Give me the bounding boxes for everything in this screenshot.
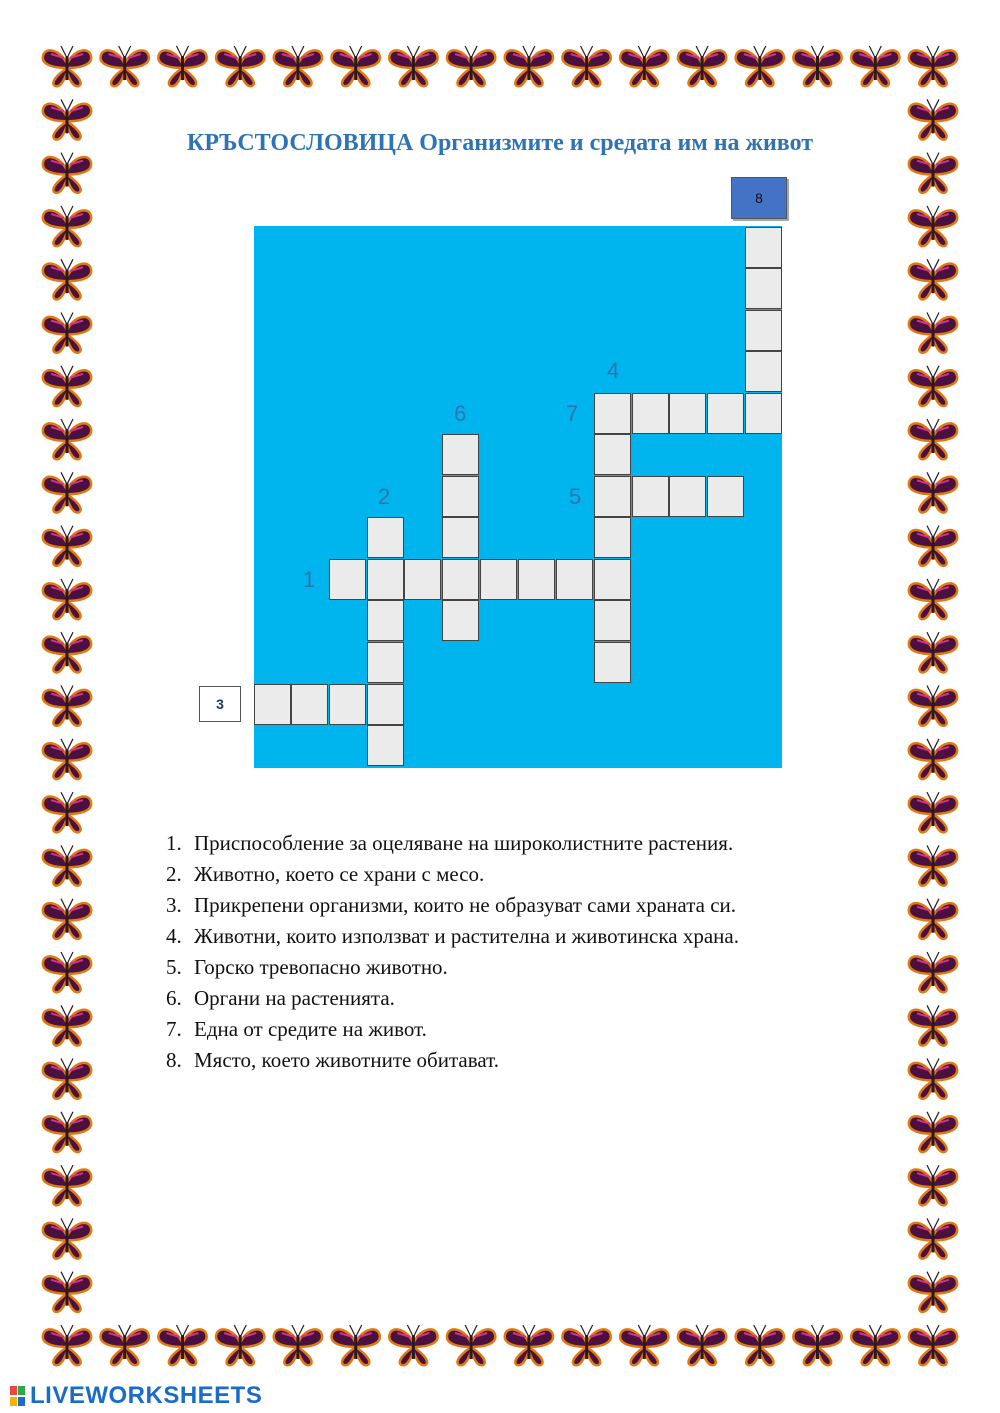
butterfly-icon (43, 686, 91, 726)
butterfly-icon (505, 1325, 553, 1365)
butterfly-icon (274, 1325, 322, 1365)
butterfly-icon (43, 46, 91, 86)
crossword-cell[interactable] (594, 434, 631, 475)
crossword-cell[interactable] (594, 559, 631, 600)
butterfly-icon (274, 46, 322, 86)
clue-number: 2. (166, 862, 182, 886)
butterfly-icon (909, 153, 957, 193)
butterfly-icon (43, 366, 91, 406)
butterfly-icon (620, 46, 668, 86)
butterfly-icon (43, 899, 91, 939)
clue-text: Приспособление за оцеляване на широколистните растения. (194, 831, 734, 855)
crossword-cell[interactable] (442, 517, 479, 558)
cell-input[interactable] (746, 228, 781, 267)
crossword-cell[interactable] (594, 517, 631, 558)
cell-input[interactable] (255, 685, 290, 724)
butterfly-icon (909, 206, 957, 246)
butterfly-icon (43, 579, 91, 619)
butterfly-icon (736, 1325, 784, 1365)
cell-input[interactable] (368, 560, 403, 599)
butterfly-icon (562, 1325, 610, 1365)
crossword-cell[interactable] (480, 559, 517, 600)
crossword-cell[interactable] (669, 476, 706, 517)
crossword-cell[interactable] (329, 684, 366, 725)
butterfly-icon (909, 1165, 957, 1205)
crossword-cell[interactable] (329, 559, 366, 600)
cell-input[interactable] (595, 643, 630, 682)
clue-number: 6. (166, 986, 182, 1010)
cell-input[interactable] (557, 560, 592, 599)
clue-number-5: 5 (569, 484, 582, 509)
butterfly-icon (909, 792, 957, 832)
butterfly-icon (909, 1112, 957, 1152)
clue-text: Животни, които използват и растителна и животинска храна. (194, 924, 739, 948)
crossword-cell[interactable] (367, 684, 404, 725)
cell-input[interactable] (595, 518, 630, 557)
butterfly-icon (909, 845, 957, 885)
cell-input[interactable] (746, 269, 781, 308)
crossword-cell[interactable] (367, 559, 404, 600)
butterfly-icon (216, 1325, 264, 1365)
butterfly-icon (158, 1325, 206, 1365)
butterfly-icon (909, 313, 957, 353)
butterfly-icon (447, 1325, 495, 1365)
butterfly-icon (851, 1325, 899, 1365)
butterfly-icon (43, 1325, 91, 1365)
butterfly-icon (909, 1005, 957, 1045)
crossword-cell[interactable] (367, 642, 404, 683)
crossword-cell[interactable] (291, 684, 328, 725)
clue-number: 1. (166, 831, 182, 855)
clue-text: Прикрепени организми, които не образуват сами храната си. (194, 893, 737, 917)
clue-number-8-box: 8 (731, 177, 787, 219)
clue-item (166, 921, 739, 952)
cell-input[interactable] (595, 601, 630, 640)
cell-input[interactable] (670, 477, 705, 516)
butterfly-icon (909, 1218, 957, 1258)
butterfly-icon (389, 1325, 437, 1365)
butterfly-icon (909, 739, 957, 779)
butterfly-icon (793, 46, 841, 86)
cell-input[interactable] (746, 352, 781, 391)
butterfly-icon (562, 46, 610, 86)
crossword-cell[interactable] (707, 393, 744, 434)
clue-item (166, 890, 739, 921)
butterfly-icon (216, 46, 264, 86)
crossword-cell[interactable] (442, 559, 479, 600)
crossword-cell[interactable] (745, 268, 782, 309)
clue-item (166, 859, 739, 890)
butterfly-icon (909, 259, 957, 299)
cell-input[interactable] (443, 560, 478, 599)
crossword-cell[interactable] (518, 559, 555, 600)
crossword-cell[interactable] (442, 600, 479, 641)
cell-input[interactable] (595, 477, 630, 516)
butterfly-icon (158, 46, 206, 86)
cell-input[interactable] (292, 685, 327, 724)
crossword-cell[interactable] (707, 476, 744, 517)
cell-input[interactable] (670, 394, 705, 433)
clue-text: Горско тревопасно животно. (194, 955, 448, 979)
butterfly-icon (332, 46, 380, 86)
butterfly-icon (909, 579, 957, 619)
cell-input[interactable] (708, 394, 743, 433)
crossword-cell[interactable] (669, 393, 706, 434)
crossword-cell[interactable] (254, 684, 291, 725)
crossword-cell[interactable] (594, 393, 631, 434)
clue-item (166, 828, 739, 859)
clue-text: Животно, което се храни с месо. (194, 862, 485, 886)
cell-input[interactable] (330, 560, 365, 599)
clue-item (166, 952, 739, 983)
butterfly-icon (909, 419, 957, 459)
crossword-cell[interactable] (442, 434, 479, 475)
crossword-cell[interactable] (745, 351, 782, 392)
crossword-cell[interactable] (556, 559, 593, 600)
clue-list (166, 828, 739, 1076)
clue-text: Място, което животните обитават. (194, 1048, 500, 1072)
butterfly-icon (43, 1005, 91, 1045)
clue-text: Органи на растенията. (194, 986, 395, 1010)
butterfly-icon (43, 526, 91, 566)
butterfly-icon (678, 46, 726, 86)
crossword-cell[interactable] (594, 600, 631, 641)
cell-input[interactable] (595, 560, 630, 599)
crossword-cell[interactable] (594, 476, 631, 517)
butterfly-icon (909, 952, 957, 992)
butterfly-icon (678, 1325, 726, 1365)
butterfly-icon (43, 845, 91, 885)
butterfly-icon (505, 46, 553, 86)
cell-input[interactable] (595, 435, 630, 474)
butterfly-icon (101, 46, 149, 86)
butterfly-icon (43, 313, 91, 353)
butterfly-icon (43, 259, 91, 299)
butterfly-icon (43, 419, 91, 459)
butterfly-icon (909, 1272, 957, 1312)
cell-input[interactable] (368, 726, 403, 765)
butterfly-icon (43, 1218, 91, 1258)
butterfly-icon (447, 46, 495, 86)
clue-number-4: 4 (607, 358, 620, 383)
butterfly-icon (793, 1325, 841, 1365)
cell-input[interactable] (368, 518, 403, 557)
butterfly-icon (620, 1325, 668, 1365)
butterfly-icon (389, 46, 437, 86)
butterfly-icon (909, 899, 957, 939)
cell-input[interactable] (368, 643, 403, 682)
cell-input[interactable] (405, 560, 440, 599)
butterfly-icon (43, 792, 91, 832)
cell-input[interactable] (443, 477, 478, 516)
clue-number: 8. (166, 1048, 182, 1072)
crossword-cell[interactable] (745, 310, 782, 351)
cell-input[interactable] (443, 435, 478, 474)
butterfly-icon (909, 526, 957, 566)
clue-number-6: 6 (454, 401, 467, 426)
butterfly-icon (909, 632, 957, 672)
butterfly-icon (43, 1165, 91, 1205)
butterfly-icon (909, 46, 957, 86)
crossword-cell[interactable] (594, 642, 631, 683)
butterfly-icon (43, 472, 91, 512)
butterfly-icon (43, 206, 91, 246)
clue-number: 7. (166, 1017, 182, 1041)
butterfly-icon (43, 153, 91, 193)
crossword-cell[interactable] (745, 393, 782, 434)
butterfly-icon (43, 739, 91, 779)
crossword-cell[interactable] (442, 476, 479, 517)
crossword-cell[interactable] (367, 725, 404, 766)
clue-number-3-box: 3 (199, 686, 241, 722)
cell-input[interactable] (633, 394, 668, 433)
crossword-cell[interactable] (745, 227, 782, 268)
crossword-cell[interactable] (632, 393, 669, 434)
clue-number-2: 2 (378, 484, 391, 509)
cell-input[interactable] (519, 560, 554, 599)
butterfly-icon (43, 1272, 91, 1312)
butterfly-icon (909, 1325, 957, 1365)
butterfly-icon (43, 952, 91, 992)
butterfly-icon (332, 1325, 380, 1365)
liveworksheets-logo-icon (10, 1386, 25, 1406)
clue-item (166, 1045, 739, 1076)
cell-input[interactable] (330, 685, 365, 724)
page-title: КРЪСТОСЛОВИЦА Организмите и средата им на живот (186, 130, 814, 156)
butterfly-icon (101, 1325, 149, 1365)
clue-number-7: 7 (566, 401, 579, 426)
crossword-cell[interactable] (367, 600, 404, 641)
crossword-cell[interactable] (367, 517, 404, 558)
cell-input[interactable] (368, 685, 403, 724)
butterfly-icon (909, 1059, 957, 1099)
butterfly-icon (43, 632, 91, 672)
liveworksheets-logo[interactable]: LIVEWORKSHEETS (30, 1382, 263, 1409)
butterfly-icon (909, 686, 957, 726)
crossword-cell[interactable] (632, 476, 669, 517)
butterfly-icon (909, 366, 957, 406)
cell-input[interactable] (443, 601, 478, 640)
clue-number: 3. (166, 893, 182, 917)
cell-input[interactable] (746, 394, 781, 433)
butterfly-icon (909, 472, 957, 512)
crossword-cell[interactable] (404, 559, 441, 600)
cell-input[interactable] (481, 560, 516, 599)
butterfly-icon (43, 1112, 91, 1152)
clue-number: 4. (166, 924, 182, 948)
cell-input[interactable] (595, 394, 630, 433)
butterfly-icon (851, 46, 899, 86)
cell-input[interactable] (708, 477, 743, 516)
clue-number: 5. (166, 955, 182, 979)
butterfly-icon (736, 46, 784, 86)
clue-item (166, 983, 739, 1014)
cell-input[interactable] (443, 518, 478, 557)
cell-input[interactable] (633, 477, 668, 516)
clue-text: Една от средите на живот. (194, 1017, 427, 1041)
cell-input[interactable] (746, 311, 781, 350)
clue-number-1: 1 (303, 567, 316, 592)
cell-input[interactable] (368, 601, 403, 640)
clue-item (166, 1014, 739, 1045)
butterfly-icon (43, 1059, 91, 1099)
